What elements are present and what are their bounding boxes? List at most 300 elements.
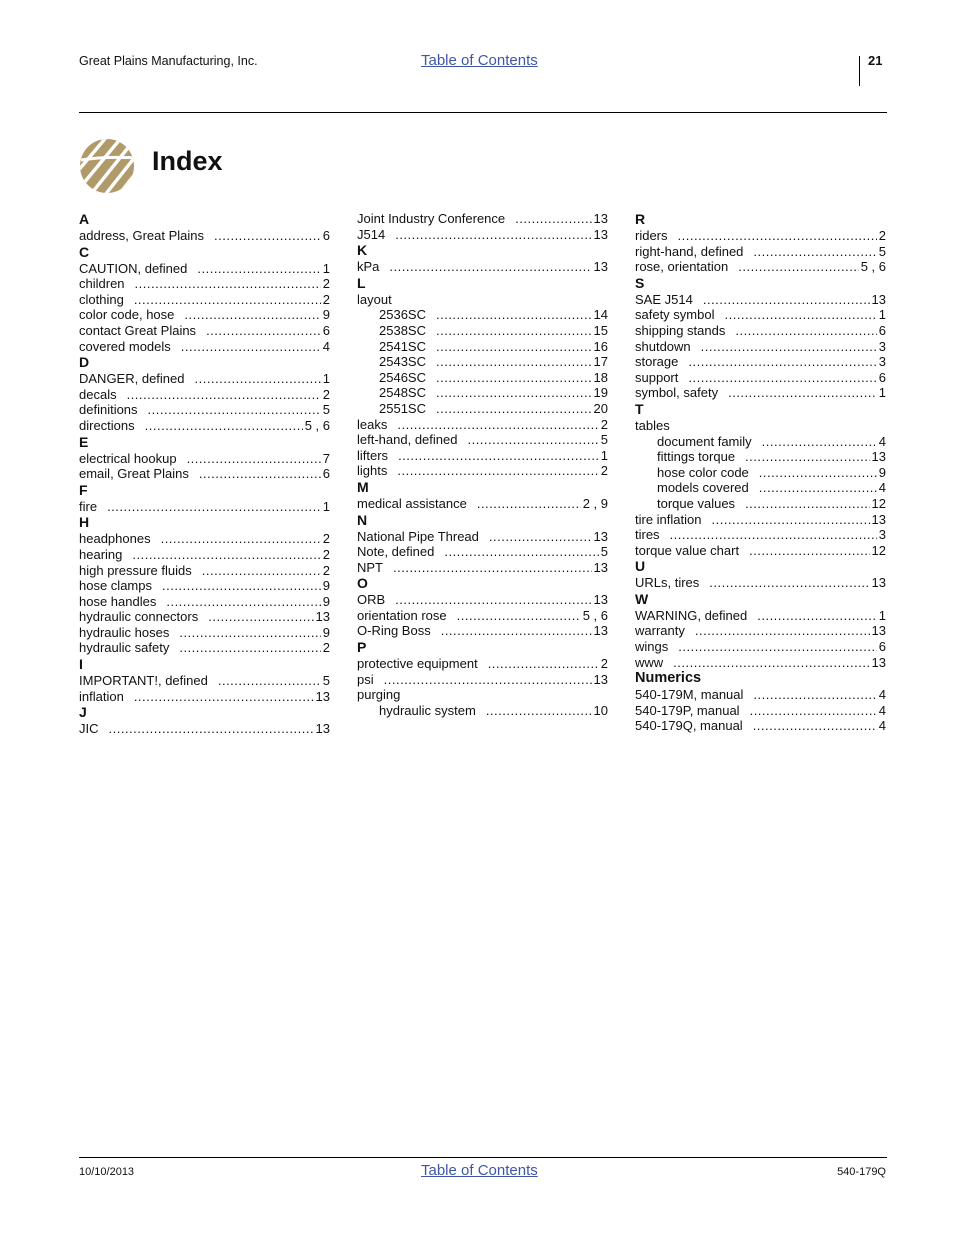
index-section-letter: R — [635, 211, 646, 227]
index-entry-label: tire inflation — [635, 511, 702, 527]
index-entry-page[interactable]: 13 — [315, 609, 330, 625]
dot-leader — [441, 623, 592, 639]
index-entry-page[interactable]: 13 — [593, 559, 608, 575]
index-entry-page[interactable]: 3 — [878, 527, 886, 543]
index-entry-page[interactable]: 3 — [878, 354, 886, 370]
index-entry[interactable] — [635, 718, 886, 734]
dot-leader — [753, 244, 876, 260]
index-entry-label: kPa — [357, 259, 380, 275]
index-entry-page[interactable]: 5 — [878, 243, 886, 259]
index-entry[interactable] — [79, 323, 330, 339]
index-entry-label: hose clamps — [79, 578, 152, 594]
index-group-heading: layout — [357, 291, 392, 307]
index-entry-label: hydraulic safety — [79, 640, 170, 656]
index-entry-page[interactable]: 10 — [593, 702, 608, 718]
index-entry-label: high pressure fluids — [79, 562, 192, 578]
index-entry[interactable] — [635, 307, 886, 323]
index-entry-page[interactable]: 12 — [871, 542, 886, 558]
index-entry-label: Joint Industry Conference — [357, 211, 506, 226]
index-entry-label: hydraulic hoses — [79, 624, 170, 640]
index-entry-label: clothing — [79, 291, 124, 307]
index-entry[interactable] — [79, 276, 330, 292]
dot-leader — [735, 323, 876, 339]
dot-leader — [745, 449, 869, 465]
index-entry[interactable] — [635, 228, 886, 244]
index-entry-page[interactable]: 13 — [593, 226, 608, 242]
index-entry-page[interactable]: 9 — [322, 624, 330, 640]
dot-leader — [695, 623, 870, 639]
index-entry[interactable] — [357, 259, 608, 275]
index-entry[interactable] — [357, 529, 608, 545]
index-entry[interactable] — [635, 496, 886, 512]
dot-leader — [670, 527, 877, 543]
index-entry-label: 2536SC — [379, 307, 426, 323]
index-section-letter: M — [357, 478, 369, 495]
index-entry[interactable] — [79, 339, 330, 355]
index-section-letter: N — [357, 511, 368, 528]
index-entry-page[interactable]: 2 — [322, 640, 330, 656]
index-entry[interactable] — [79, 418, 330, 434]
index-entry[interactable] — [79, 499, 330, 515]
index-entry-page[interactable]: 5 — [322, 673, 330, 689]
index-entry[interactable] — [357, 544, 608, 560]
index-entry-label: torque value chart — [635, 542, 740, 558]
index-entry-page[interactable]: 4 — [878, 687, 886, 703]
index-entry-label: children — [79, 276, 125, 292]
index-entry[interactable] — [79, 371, 330, 387]
dot-leader — [127, 387, 321, 403]
index-entry-page[interactable]: 13 — [593, 671, 608, 687]
index-column-1 — [79, 211, 330, 737]
index-entry-page[interactable]: 13 — [871, 654, 886, 670]
index-entry[interactable] — [635, 703, 886, 719]
index-entry-label: headphones — [79, 531, 151, 547]
index-entry[interactable] — [79, 563, 330, 579]
index-entry-page[interactable]: 13 — [593, 259, 608, 275]
index-entry-page[interactable]: 17 — [593, 354, 608, 370]
index-entry[interactable] — [79, 673, 330, 689]
dot-leader — [179, 625, 320, 641]
index-entry-label: rose, orientation — [635, 259, 729, 275]
index-entry-page[interactable]: 1 — [600, 447, 608, 463]
index-entry-label: definitions — [79, 402, 138, 418]
index-entry-page[interactable]: 4 — [878, 480, 886, 496]
index-entry-page[interactable]: 15 — [593, 322, 608, 338]
index-entry-page[interactable]: 12 — [871, 495, 886, 511]
index-entry-page[interactable]: 13 — [593, 211, 608, 226]
index-entry-label: www — [635, 654, 664, 670]
index-entry[interactable] — [635, 370, 886, 386]
index-entry-page[interactable]: 13 — [593, 592, 608, 608]
index-entry-label: lights — [357, 463, 388, 479]
dot-leader — [395, 592, 591, 608]
index-entry[interactable] — [635, 480, 886, 496]
index-entry[interactable] — [635, 292, 886, 308]
index-entry[interactable] — [635, 354, 886, 370]
index-section-letter: S — [635, 274, 645, 291]
index-entry-page[interactable]: 9 — [322, 307, 330, 323]
great-plains-logo-icon — [79, 138, 135, 194]
index-entry[interactable] — [79, 261, 330, 277]
index-entry-page[interactable]: 1 — [878, 385, 886, 401]
index-entry-label: support — [635, 369, 679, 385]
index-entry[interactable] — [79, 609, 330, 625]
index-entry-label: orientation rose — [357, 607, 447, 623]
index-entry[interactable] — [79, 307, 330, 323]
index-entry-label: torque values — [657, 495, 736, 511]
index-entry-page[interactable]: 2 — [878, 228, 886, 243]
index-entry[interactable] — [357, 463, 608, 479]
index-entry-label: 2538SC — [379, 322, 426, 338]
index-entry-page[interactable]: 5 , 6 — [304, 417, 330, 433]
dot-leader — [109, 721, 314, 737]
index-entry[interactable] — [635, 608, 886, 624]
index-entry-label: hydraulic system — [379, 702, 476, 718]
dot-leader — [161, 531, 321, 547]
index-entry-page[interactable]: 20 — [593, 400, 608, 416]
dot-leader — [389, 259, 591, 275]
index-entry[interactable] — [635, 465, 886, 481]
index-entry-label: SAE J514 — [635, 291, 693, 307]
index-entry[interactable] — [635, 639, 886, 655]
index-entry[interactable] — [635, 543, 886, 559]
index-entry[interactable] — [79, 721, 330, 737]
index-section-letter: O — [357, 575, 368, 592]
index-entry-page[interactable]: 2 — [322, 386, 330, 402]
index-entry-page[interactable]: 6 — [878, 322, 886, 338]
index-section-letter: D — [79, 354, 90, 371]
index-entry[interactable] — [79, 228, 330, 244]
index-section-letter: L — [357, 274, 366, 291]
index-entry-label: address, Great Plains — [79, 228, 205, 243]
dot-leader — [181, 339, 321, 355]
index-entry-page[interactable]: 2 — [600, 416, 608, 432]
dot-leader — [436, 354, 592, 370]
index-entry-label: CAUTION, defined — [79, 260, 188, 276]
index-entry-page[interactable]: 19 — [593, 385, 608, 401]
index-entry[interactable] — [635, 449, 886, 465]
dot-leader — [397, 463, 598, 479]
dot-leader — [688, 354, 876, 370]
index-entry-label: directions — [79, 417, 135, 433]
index-entry-page[interactable]: 1 — [322, 260, 330, 276]
page-title: Index — [152, 146, 223, 176]
index-entry[interactable] — [357, 385, 608, 401]
index-entry[interactable] — [357, 432, 608, 448]
index-entry-label: 540-179Q, manual — [635, 718, 743, 734]
index-entry-page[interactable]: 1 — [878, 607, 886, 623]
index-entry-page[interactable]: 5 , 6 — [582, 607, 608, 623]
index-section-letter: A — [79, 211, 90, 227]
index-entry-page[interactable]: 13 — [871, 449, 886, 465]
index-entry-page[interactable]: 5 — [322, 402, 330, 418]
index-entry[interactable] — [357, 623, 608, 639]
dot-leader — [134, 292, 321, 308]
dot-leader — [678, 228, 877, 244]
dot-leader — [166, 594, 320, 610]
footer-rule — [79, 1157, 887, 1158]
index-entry-label: O-Ring Boss — [357, 623, 431, 639]
index-entry-page[interactable]: 2 — [600, 656, 608, 672]
dot-leader — [107, 499, 321, 515]
index-entry-page[interactable]: 18 — [593, 369, 608, 385]
index-entry-label: covered models — [79, 338, 171, 354]
index-entry-page[interactable]: 1 — [322, 371, 330, 387]
index-entry-page[interactable]: 3 — [878, 338, 886, 354]
footer-date: 10/10/2013 — [79, 1166, 135, 1178]
index-entry[interactable] — [635, 385, 886, 401]
index-section-letter: J — [79, 704, 87, 721]
index-entry[interactable] — [357, 211, 608, 227]
index-entry-label: WARNING, defined — [635, 607, 748, 623]
index-entry-page[interactable]: 6 — [878, 639, 886, 655]
dot-leader — [750, 703, 877, 719]
index-entry-label: safety symbol — [635, 307, 715, 323]
index-entry-page[interactable]: 13 — [871, 575, 886, 591]
dot-leader — [753, 687, 876, 703]
index-entry-label: DANGER, defined — [79, 371, 185, 387]
footer-doc-number: 540-179Q — [837, 1166, 886, 1178]
index-group-heading: tables — [635, 417, 670, 433]
page-number: 21 — [868, 53, 883, 68]
index-entry[interactable] — [357, 227, 608, 243]
index-entry-page[interactable]: 7 — [322, 450, 330, 466]
index-column-2 — [357, 211, 608, 718]
index-entry-page[interactable]: 2 — [322, 562, 330, 578]
dot-leader — [134, 689, 314, 705]
index-section-letter: C — [79, 243, 90, 260]
index-entry-label: decals — [79, 386, 117, 402]
index-entry-label: lifters — [357, 447, 389, 463]
index-entry[interactable] — [357, 417, 608, 433]
dot-leader — [444, 544, 598, 560]
index-group-heading: purging — [357, 687, 401, 703]
index-entry-page[interactable]: 13 — [871, 291, 886, 307]
index-entry-label: 2548SC — [379, 385, 426, 401]
index-entry[interactable] — [357, 703, 608, 719]
dot-leader — [398, 448, 599, 464]
index-entry-page[interactable]: 13 — [871, 511, 886, 527]
index-entry-page[interactable]: 6 — [322, 228, 330, 243]
index-entry[interactable] — [79, 578, 330, 594]
index-entry-page[interactable]: 5 — [600, 432, 608, 448]
index-entry-label: email, Great Plains — [79, 466, 189, 482]
index-entry-page[interactable]: 4 — [878, 433, 886, 449]
index-entry-page[interactable]: 13 — [593, 623, 608, 639]
dot-leader — [489, 529, 592, 545]
index-entry-page[interactable]: 6 — [322, 466, 330, 482]
index-entry[interactable] — [635, 687, 886, 703]
index-entry[interactable] — [79, 466, 330, 482]
header-divider — [859, 56, 860, 86]
index-entry-page[interactable]: 2 — [322, 546, 330, 562]
index-entry-page[interactable]: 13 — [315, 688, 330, 704]
index-entry[interactable] — [357, 672, 608, 688]
index-entry[interactable] — [635, 259, 886, 275]
index-entry[interactable] — [79, 547, 330, 563]
index-entry-label: fire — [79, 498, 98, 514]
index-entry[interactable] — [357, 448, 608, 464]
index-entry-page[interactable]: 4 — [878, 702, 886, 718]
index-entry[interactable] — [635, 512, 886, 528]
index-entry-label: storage — [635, 354, 679, 370]
index-entry[interactable] — [357, 370, 608, 386]
index-entry[interactable] — [635, 244, 886, 260]
index-entry-page[interactable]: 4 — [878, 718, 886, 734]
index-entry-label: J514 — [357, 226, 386, 242]
index-entry[interactable] — [79, 531, 330, 547]
index-entry-page[interactable]: 13 — [315, 721, 330, 737]
index-entry[interactable] — [79, 689, 330, 705]
dot-leader — [393, 560, 592, 576]
index-entry-page[interactable]: 9 — [322, 593, 330, 609]
dot-leader — [467, 432, 598, 448]
index-entry-page[interactable]: 9 — [322, 578, 330, 594]
index-section-letter: E — [79, 433, 89, 450]
index-entry[interactable] — [79, 594, 330, 610]
index-entry-label: wings — [635, 639, 669, 655]
dot-leader — [436, 370, 592, 386]
index-entry-page[interactable]: 5 — [600, 544, 608, 560]
index-entry[interactable] — [357, 354, 608, 370]
index-entry-page[interactable]: 16 — [593, 338, 608, 354]
index-entry-label: color code, hose — [79, 307, 175, 323]
index-entry[interactable] — [635, 434, 886, 450]
index-entry[interactable] — [357, 560, 608, 576]
index-entry-page[interactable]: 14 — [593, 307, 608, 323]
index-entry[interactable] — [357, 323, 608, 339]
index-entry-label: shutdown — [635, 338, 691, 354]
dot-leader — [759, 480, 877, 496]
dot-leader — [214, 228, 321, 244]
index-entry-label: leaks — [357, 416, 388, 432]
dot-leader — [179, 640, 320, 656]
index-entry-label: medical assistance — [357, 495, 467, 511]
table-of-contents-link-bottom[interactable]: Table of Contents — [421, 1162, 538, 1179]
index-entry[interactable] — [357, 592, 608, 608]
index-entry[interactable] — [357, 608, 608, 624]
dot-leader — [218, 673, 321, 689]
index-entry-label: hearing — [79, 546, 123, 562]
index-entry[interactable] — [635, 339, 886, 355]
dot-leader — [162, 578, 321, 594]
index-entry[interactable] — [635, 623, 886, 639]
index-entry-label: protective equipment — [357, 656, 478, 672]
dot-leader — [759, 465, 877, 481]
index-section-letter: W — [635, 590, 649, 607]
index-entry[interactable] — [79, 402, 330, 418]
index-entry[interactable] — [79, 640, 330, 656]
index-entry[interactable] — [357, 496, 608, 512]
index-entry-label: ORB — [357, 592, 386, 608]
index-entry[interactable] — [79, 387, 330, 403]
index-entry-label: hose handles — [79, 593, 157, 609]
index-entry-label: warranty — [635, 623, 685, 639]
dot-leader — [199, 466, 321, 482]
index-section-letter: F — [79, 481, 88, 498]
index-entry-page[interactable]: 6 — [878, 369, 886, 385]
index-entry-page[interactable]: 2 , 9 — [582, 495, 608, 511]
index-entry[interactable] — [635, 323, 886, 339]
index-entry-page[interactable]: 2 — [322, 276, 330, 292]
index-entry-label: hose color code — [657, 464, 749, 480]
dot-leader — [757, 608, 877, 624]
index-entry-label: symbol, safety — [635, 385, 719, 401]
index-entry-label: 2546SC — [379, 369, 426, 385]
index-section-letter: K — [357, 242, 368, 259]
dot-leader — [436, 339, 592, 355]
index-section-letter: I — [79, 656, 83, 673]
index-entry-label: right-hand, defined — [635, 243, 744, 259]
index-entry-page[interactable]: 2 — [322, 531, 330, 547]
index-entry-label: fittings torque — [657, 449, 736, 465]
index-entry-label: shipping stands — [635, 322, 726, 338]
index-entry[interactable] — [79, 451, 330, 467]
index-section-letter: P — [357, 639, 367, 656]
index-entry-page[interactable]: 6 — [322, 322, 330, 338]
index-entry-page[interactable]: 4 — [322, 338, 330, 354]
index-entry[interactable] — [635, 575, 886, 591]
index-section-letter: T — [635, 400, 644, 417]
index-entry-page[interactable]: 1 — [878, 307, 886, 323]
index-entry[interactable] — [357, 656, 608, 672]
index-entry-page[interactable]: 2 — [600, 463, 608, 479]
index-entry-label: 540-179P, manual — [635, 702, 740, 718]
dot-leader — [738, 259, 858, 275]
dot-leader — [195, 371, 321, 387]
dot-leader — [436, 307, 592, 323]
dot-leader — [711, 512, 869, 528]
header-rule — [79, 112, 887, 113]
table-of-contents-link-top[interactable]: Table of Contents — [421, 52, 538, 69]
index-entry[interactable] — [635, 527, 886, 543]
index-entry-page[interactable]: 13 — [593, 528, 608, 544]
index-entry[interactable] — [79, 625, 330, 641]
index-entry-page[interactable]: 2 — [322, 291, 330, 307]
dot-leader — [145, 418, 303, 434]
index-entry-label: 540-179M, manual — [635, 687, 744, 703]
dot-leader — [184, 307, 320, 323]
index-entry[interactable] — [357, 339, 608, 355]
dot-leader — [436, 385, 592, 401]
dot-leader — [384, 672, 592, 688]
index-section-letter: H — [79, 514, 90, 531]
index-entry-label: contact Great Plains — [79, 322, 197, 338]
index-entry-label: 2551SC — [379, 400, 426, 416]
dot-leader — [701, 339, 877, 355]
index-entry-page[interactable]: 13 — [871, 623, 886, 639]
dot-leader — [753, 718, 877, 734]
dot-leader — [486, 703, 592, 719]
index-entry[interactable] — [635, 655, 886, 671]
index-entry-label: electrical hookup — [79, 450, 177, 466]
dot-leader — [749, 543, 869, 559]
index-entry[interactable] — [357, 307, 608, 323]
dot-leader — [206, 323, 321, 339]
index-entry-page[interactable]: 1 — [322, 498, 330, 514]
index-entry-page[interactable]: 5 , 6 — [860, 259, 886, 275]
dot-leader — [678, 639, 877, 655]
index-entry[interactable] — [79, 292, 330, 308]
index-entry[interactable] — [357, 401, 608, 417]
dot-leader — [724, 307, 876, 323]
index-entry-label: IMPORTANT!, defined — [79, 673, 208, 689]
dot-leader — [457, 608, 581, 624]
index-entry-label: JIC — [79, 721, 99, 737]
index-entry-label: psi — [357, 671, 374, 687]
index-entry-label: riders — [635, 228, 668, 243]
index-entry-page[interactable]: 9 — [878, 464, 886, 480]
